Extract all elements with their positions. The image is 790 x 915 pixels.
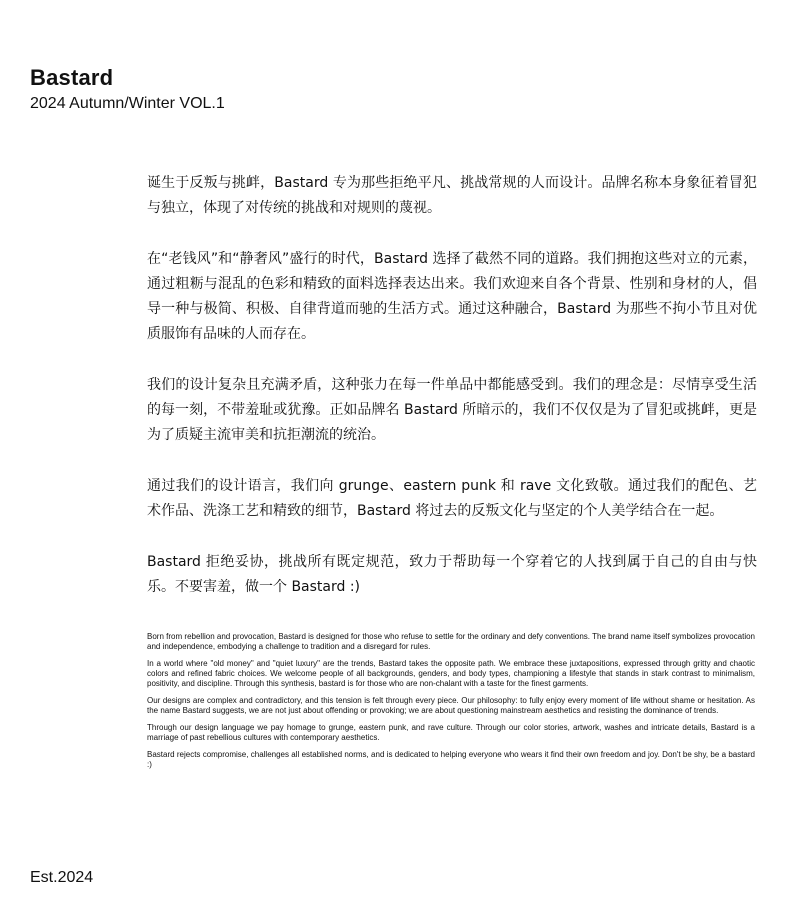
cn-paragraph-2: 在“老钱风”和“静奢风”盛行的时代，Bastard 选择了截然不同的道路。我们拥抱这些对立的元素，通过粗粝与混乱的色彩和精致的面料选择表达出来。我们欢迎来自各个背景、性别和身材的人，倡导一种与极简、积极、自律背道而驰的生活方式。通过这种融合，Bastard 为那些不拘小节且对优质服饰有品味的人而存在。 xyxy=(147,251,757,342)
cn-paragraph-3: 我们的设计复杂且充满矛盾，这种张力在每一件单品中都能感受到。我们的理念是：尽情享受生活的每一刻，不带羞耻或犹豫。正如品牌名 Bastard 所暗示的，我们不仅仅是为了冒犯或挑衅，更是为了质疑主流审美和抗拒潮流的统治。 xyxy=(147,377,757,443)
cn-paragraph-1: 诞生于反叛与挑衅，Bastard 专为那些拒绝平凡、挑战常规的人而设计。品牌名称本身象征着冒犯与独立，体现了对传统的挑战和对规则的蔑视。 xyxy=(147,175,757,216)
cn-paragraph-4: 通过我们的设计语言，我们向 grunge、eastern punk 和 rave 文化致敬。通过我们的配色、艺术作品、洗涤工艺和精致的细节，Bastard 将过去的反叛文化与坚定的个人美学结合在一起。 xyxy=(147,478,757,519)
brand-title: Bastard xyxy=(30,65,114,90)
chinese-manifesto xyxy=(147,171,757,626)
established-label: Est.2024 xyxy=(30,869,94,886)
en-paragraph-2: In a world where "old money" and "quiet luxury" are the trends, Bastard takes the opposite path. We embrace these juxtapositions, expressed through gritty and chaotic colors and refined fabric choices. We welcome people of all backgrounds, genders, and body types, championing a lifestyle that stands in stark contrast to minimalism, positivity, and discipline. Through this synthesis, bastard is for those who are non-chalant with a taste for the finest garments. xyxy=(147,659,755,688)
cn-paragraph-5: Bastard 拒绝妥协，挑战所有既定规范，致力于帮助每一个穿着它的人找到属于自己的自由与快乐。不要害羞，做一个 Bastard :) xyxy=(147,554,757,595)
en-paragraph-1: Born from rebellion and provocation, Bastard is designed for those who refuse to settle for the ordinary and defy conventions. The brand name itself symbolizes provocation and independence, embodying a challenge to tradition and a disregard for rules. xyxy=(147,632,755,651)
english-manifesto xyxy=(147,632,755,777)
collection-subtitle: 2024 Autumn/Winter VOL.1 xyxy=(30,95,225,112)
en-paragraph-5: Bastard rejects compromise, challenges all established norms, and is dedicated to helping everyone who wears it find their own freedom and joy. Don't be shy, be a bastard :) xyxy=(147,750,755,769)
en-paragraph-3: Our designs are complex and contradictory, and this tension is felt through every piece. Our philosophy: to fully enjoy every moment of life without shame or hesitation. As the name Bastard suggests, we are not just about offending or provoking; we are about questioning mainstream aesthetics and resisting the dominance of trends. xyxy=(147,696,755,715)
en-paragraph-4: Through our design language we pay homage to grunge, eastern punk, and rave culture. Through our color stories, artwork, washes and intricate details, Bastard is a marriage of past rebellious cultures with contemporary aesthetics. xyxy=(147,723,755,742)
